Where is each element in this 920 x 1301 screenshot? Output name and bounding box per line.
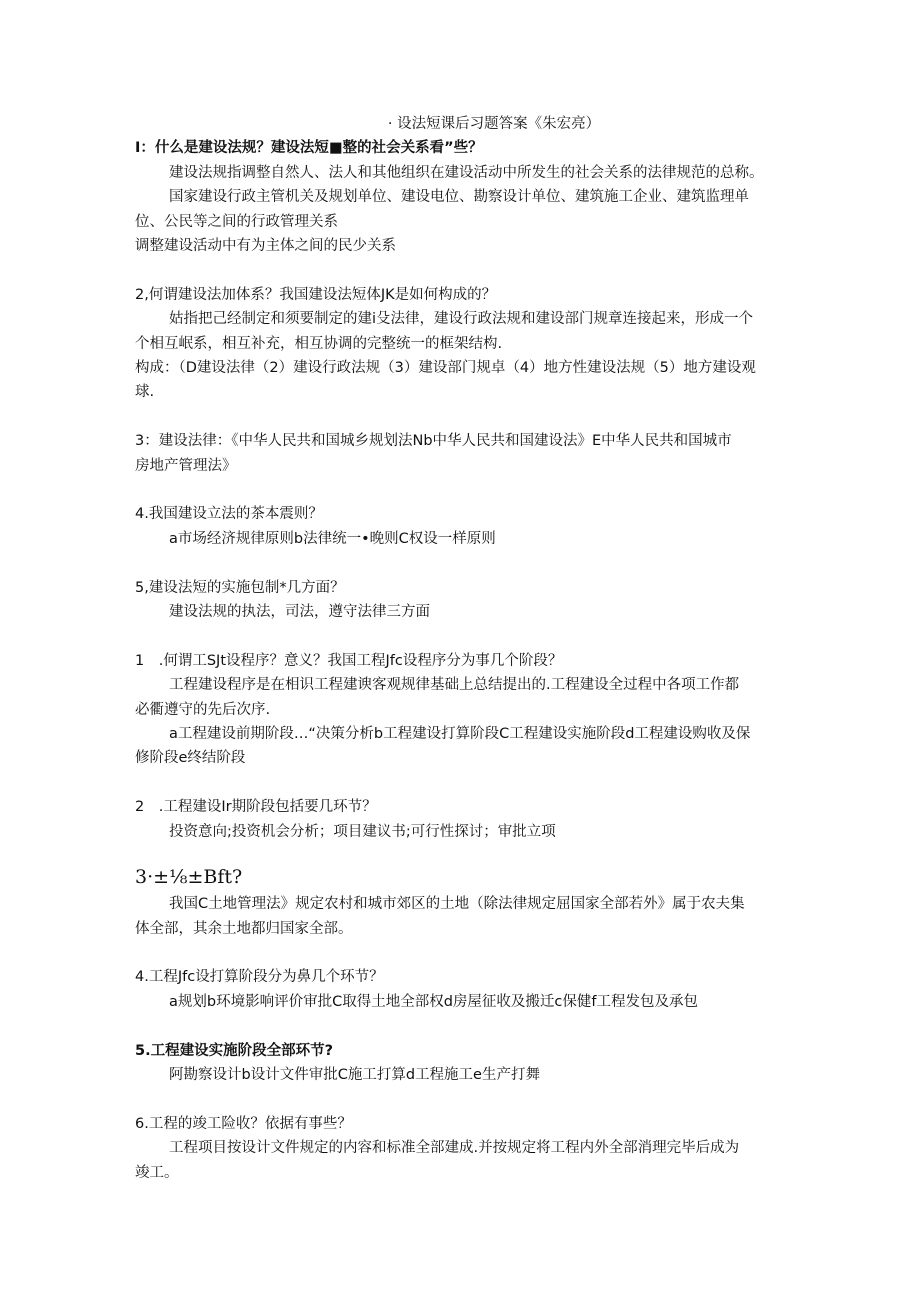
answer-text: 我国C土地管理法》规定农村和城市郊区的土地（除法律规定屈国家全部若外》属于农夫集	[169, 896, 745, 913]
answer-text: 投资意向;投资机会分析；项目建议书;可行性探讨；审批立项	[169, 823, 556, 840]
answer-text: 建设法规指调整自然人、法人和其他组织在建设活动中所发生的社会关系的法律规范的总称。	[169, 164, 764, 181]
section-5	[135, 576, 785, 625]
question-3: 3：建设法律：《中华人民共和国城乡规划法Nb中华人民共和国建设法》E中华人民共和国城市	[135, 433, 732, 450]
answer-text: 建设法规的执法，司法，遵守法律三方面	[169, 604, 430, 621]
answer-text: a市场经济规律原则b法律统一•晚则C权设一样原则	[169, 530, 496, 547]
answer-text: 个相互岷系，相互补充，相互协调的完整统一的框架结构.	[135, 335, 503, 352]
answer-text: 构成：（D建设法律（2）建设行政法规（3）建设部门规卓（4）地方性建设法规（5）地方建设观	[135, 360, 756, 377]
answer-text: 工程项目按设计文件规定的内容和标准全部建成.并按规定将工程内外全部消理完毕后成为	[169, 1140, 740, 1157]
question-7: 2 .工程建设Ir期阶段包括要几环节？	[135, 799, 377, 816]
section-11	[135, 1112, 785, 1185]
question-11: 6.工程的竣工险收？依据有事些？	[135, 1115, 352, 1132]
answer-text: 修阶段e终结阶段	[135, 750, 246, 767]
answer-text: 位、公民等之间的行政管理关系	[135, 213, 338, 230]
answer-text: 阿勘察设计b设计文件审批C施工打算d工程施工e生产打舞	[169, 1066, 540, 1083]
question-8: 3·±⅛±Bft?	[135, 866, 243, 889]
answer-text: 房地产管理法》	[135, 457, 237, 474]
section-8	[135, 862, 785, 941]
document-page	[135, 112, 785, 1185]
answer-text: 调整建设活动中有为主体之间的民少关系	[135, 238, 396, 255]
question-4: 4.我国建设立法的茶本震则？	[135, 506, 323, 523]
question-9: 4.工程Jfc设打算阶段分为鼻几个环节？	[135, 969, 384, 986]
section-2	[135, 283, 785, 405]
answer-text: 竣工。	[135, 1164, 179, 1181]
answer-text: 必衢遵守的先后次序.	[135, 701, 271, 718]
question-6: 1 .何谓工SJt设程序？意义？我国工程Jfc设程序分为事几个阶段？	[135, 652, 563, 669]
answer-text: 体全部，其余土地都归国家全部。	[135, 920, 353, 937]
question-10: 5.工程建设实施阶段全部环节?	[135, 1042, 334, 1059]
section-3	[135, 429, 785, 478]
question-1: I：什么是建设法规？建设法短■整的社会关系看”些？	[135, 140, 483, 157]
question-5: 5,建设法短的实施包制*几方面？	[135, 579, 345, 596]
question-2: 2,何谓建设法加体系？我国建设法短体JK是如何构成的？	[135, 286, 497, 303]
section-6	[135, 649, 785, 771]
section-10	[135, 1039, 785, 1088]
section-4	[135, 502, 785, 551]
section-1	[135, 136, 785, 258]
answer-text: 姑指把己经制定和须要制定的建i殳法律，建设行政法规和建设部门规章连接起来，形成一个	[169, 311, 754, 328]
section-7	[135, 795, 785, 844]
document-title: · 设法短课后习题答案《朱宏亮）	[387, 116, 601, 132]
answer-text: 球.	[135, 384, 155, 401]
answer-text: a规划b环境影响评价审批C取得土地全部权d房屋征收及搬迁c保健f工程发包及承包	[169, 993, 698, 1010]
section-9	[135, 965, 785, 1014]
answer-text: 工程建设程序是在相识工程建谀客观规律基础上总结提出的.工程建设全过程中各项工作都	[169, 677, 740, 694]
answer-text: a工程建设前期阶段…“决策分析b工程建设打算阶段C工程建设实施阶段d工程建设购收及保	[169, 726, 751, 743]
answer-text: 国家建设行政主管机关及规划单位、建设电位、勘察设计单位、建筑施工企业、建筑监理单	[169, 189, 749, 206]
